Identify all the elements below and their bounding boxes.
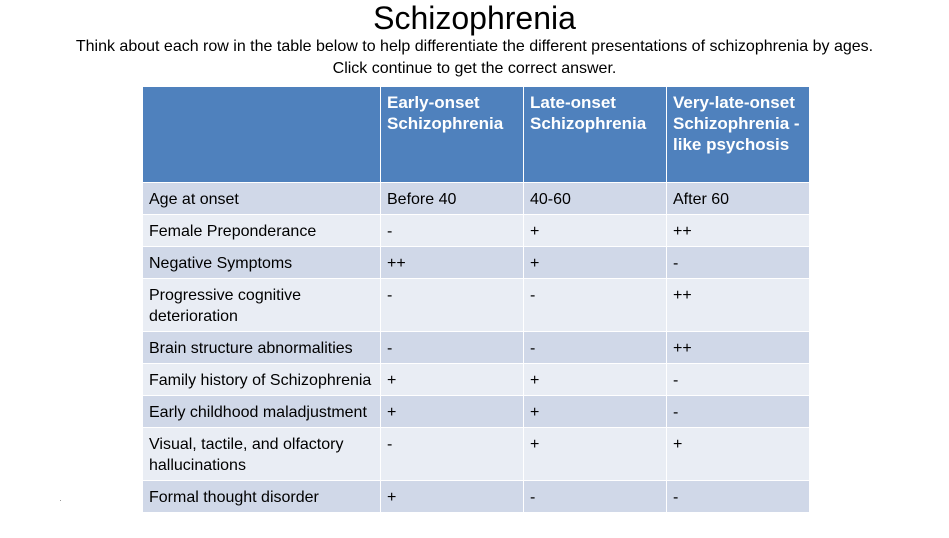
table-row [143, 279, 810, 332]
table-row [143, 481, 810, 513]
header-late-onset: Late-onset Schizophrenia [524, 87, 667, 183]
header-early-onset: Early-onset Schizophrenia [381, 87, 524, 183]
cell-very-late: - [667, 396, 810, 428]
cell-early: - [381, 215, 524, 247]
instructions-line-1: Think about each row in the table below to help differentiate the different presentations of schizophrenia by ages. [75, 38, 874, 55]
cell-very-late: ++ [667, 332, 810, 364]
comparison-table [142, 86, 810, 513]
cell-early: - [381, 332, 524, 364]
cell-early: Before 40 [381, 183, 524, 215]
cell-late: - [524, 279, 667, 332]
cell-early: + [381, 364, 524, 396]
row-label: Age at onset [143, 183, 381, 215]
cell-early: ++ [381, 247, 524, 279]
cell-early: + [381, 481, 524, 513]
cell-late: + [524, 247, 667, 279]
row-label: Brain structure abnormalities [143, 332, 381, 364]
table-row [143, 428, 810, 481]
stray-dot [60, 500, 61, 501]
row-label: Early childhood maladjustment [143, 396, 381, 428]
row-label: Progressive cognitive deterioration [143, 279, 381, 332]
cell-very-late: ++ [667, 215, 810, 247]
cell-very-late: ++ [667, 279, 810, 332]
row-label: Formal thought disorder [143, 481, 381, 513]
page-title: Schizophrenia [373, 0, 576, 36]
row-label: Visual, tactile, and olfactory hallucinations [143, 428, 381, 481]
instructions [0, 36, 949, 80]
cell-early: - [381, 428, 524, 481]
instructions-line-2: Click continue to get the correct answer. [332, 60, 617, 77]
header-very-late-onset: Very-late-onset Schizophrenia -like psychosis [667, 87, 810, 183]
cell-late: 40-60 [524, 183, 667, 215]
cell-very-late: After 60 [667, 183, 810, 215]
cell-late: + [524, 396, 667, 428]
header-cell-empty [143, 87, 381, 183]
cell-late: + [524, 364, 667, 396]
table-row [143, 364, 810, 396]
cell-very-late: - [667, 247, 810, 279]
table-row [143, 332, 810, 364]
row-label: Family history of Schizophrenia [143, 364, 381, 396]
table-row [143, 215, 810, 247]
cell-very-late: - [667, 364, 810, 396]
table-row [143, 183, 810, 215]
cell-late: - [524, 481, 667, 513]
cell-late: + [524, 215, 667, 247]
cell-late: + [524, 428, 667, 481]
cell-early: - [381, 279, 524, 332]
cell-very-late: + [667, 428, 810, 481]
cell-very-late: - [667, 481, 810, 513]
table-row [143, 247, 810, 279]
cell-early: + [381, 396, 524, 428]
row-label: Negative Symptoms [143, 247, 381, 279]
cell-late: - [524, 332, 667, 364]
row-label: Female Preponderance [143, 215, 381, 247]
table-row [143, 396, 810, 428]
table-header-row [143, 87, 810, 183]
